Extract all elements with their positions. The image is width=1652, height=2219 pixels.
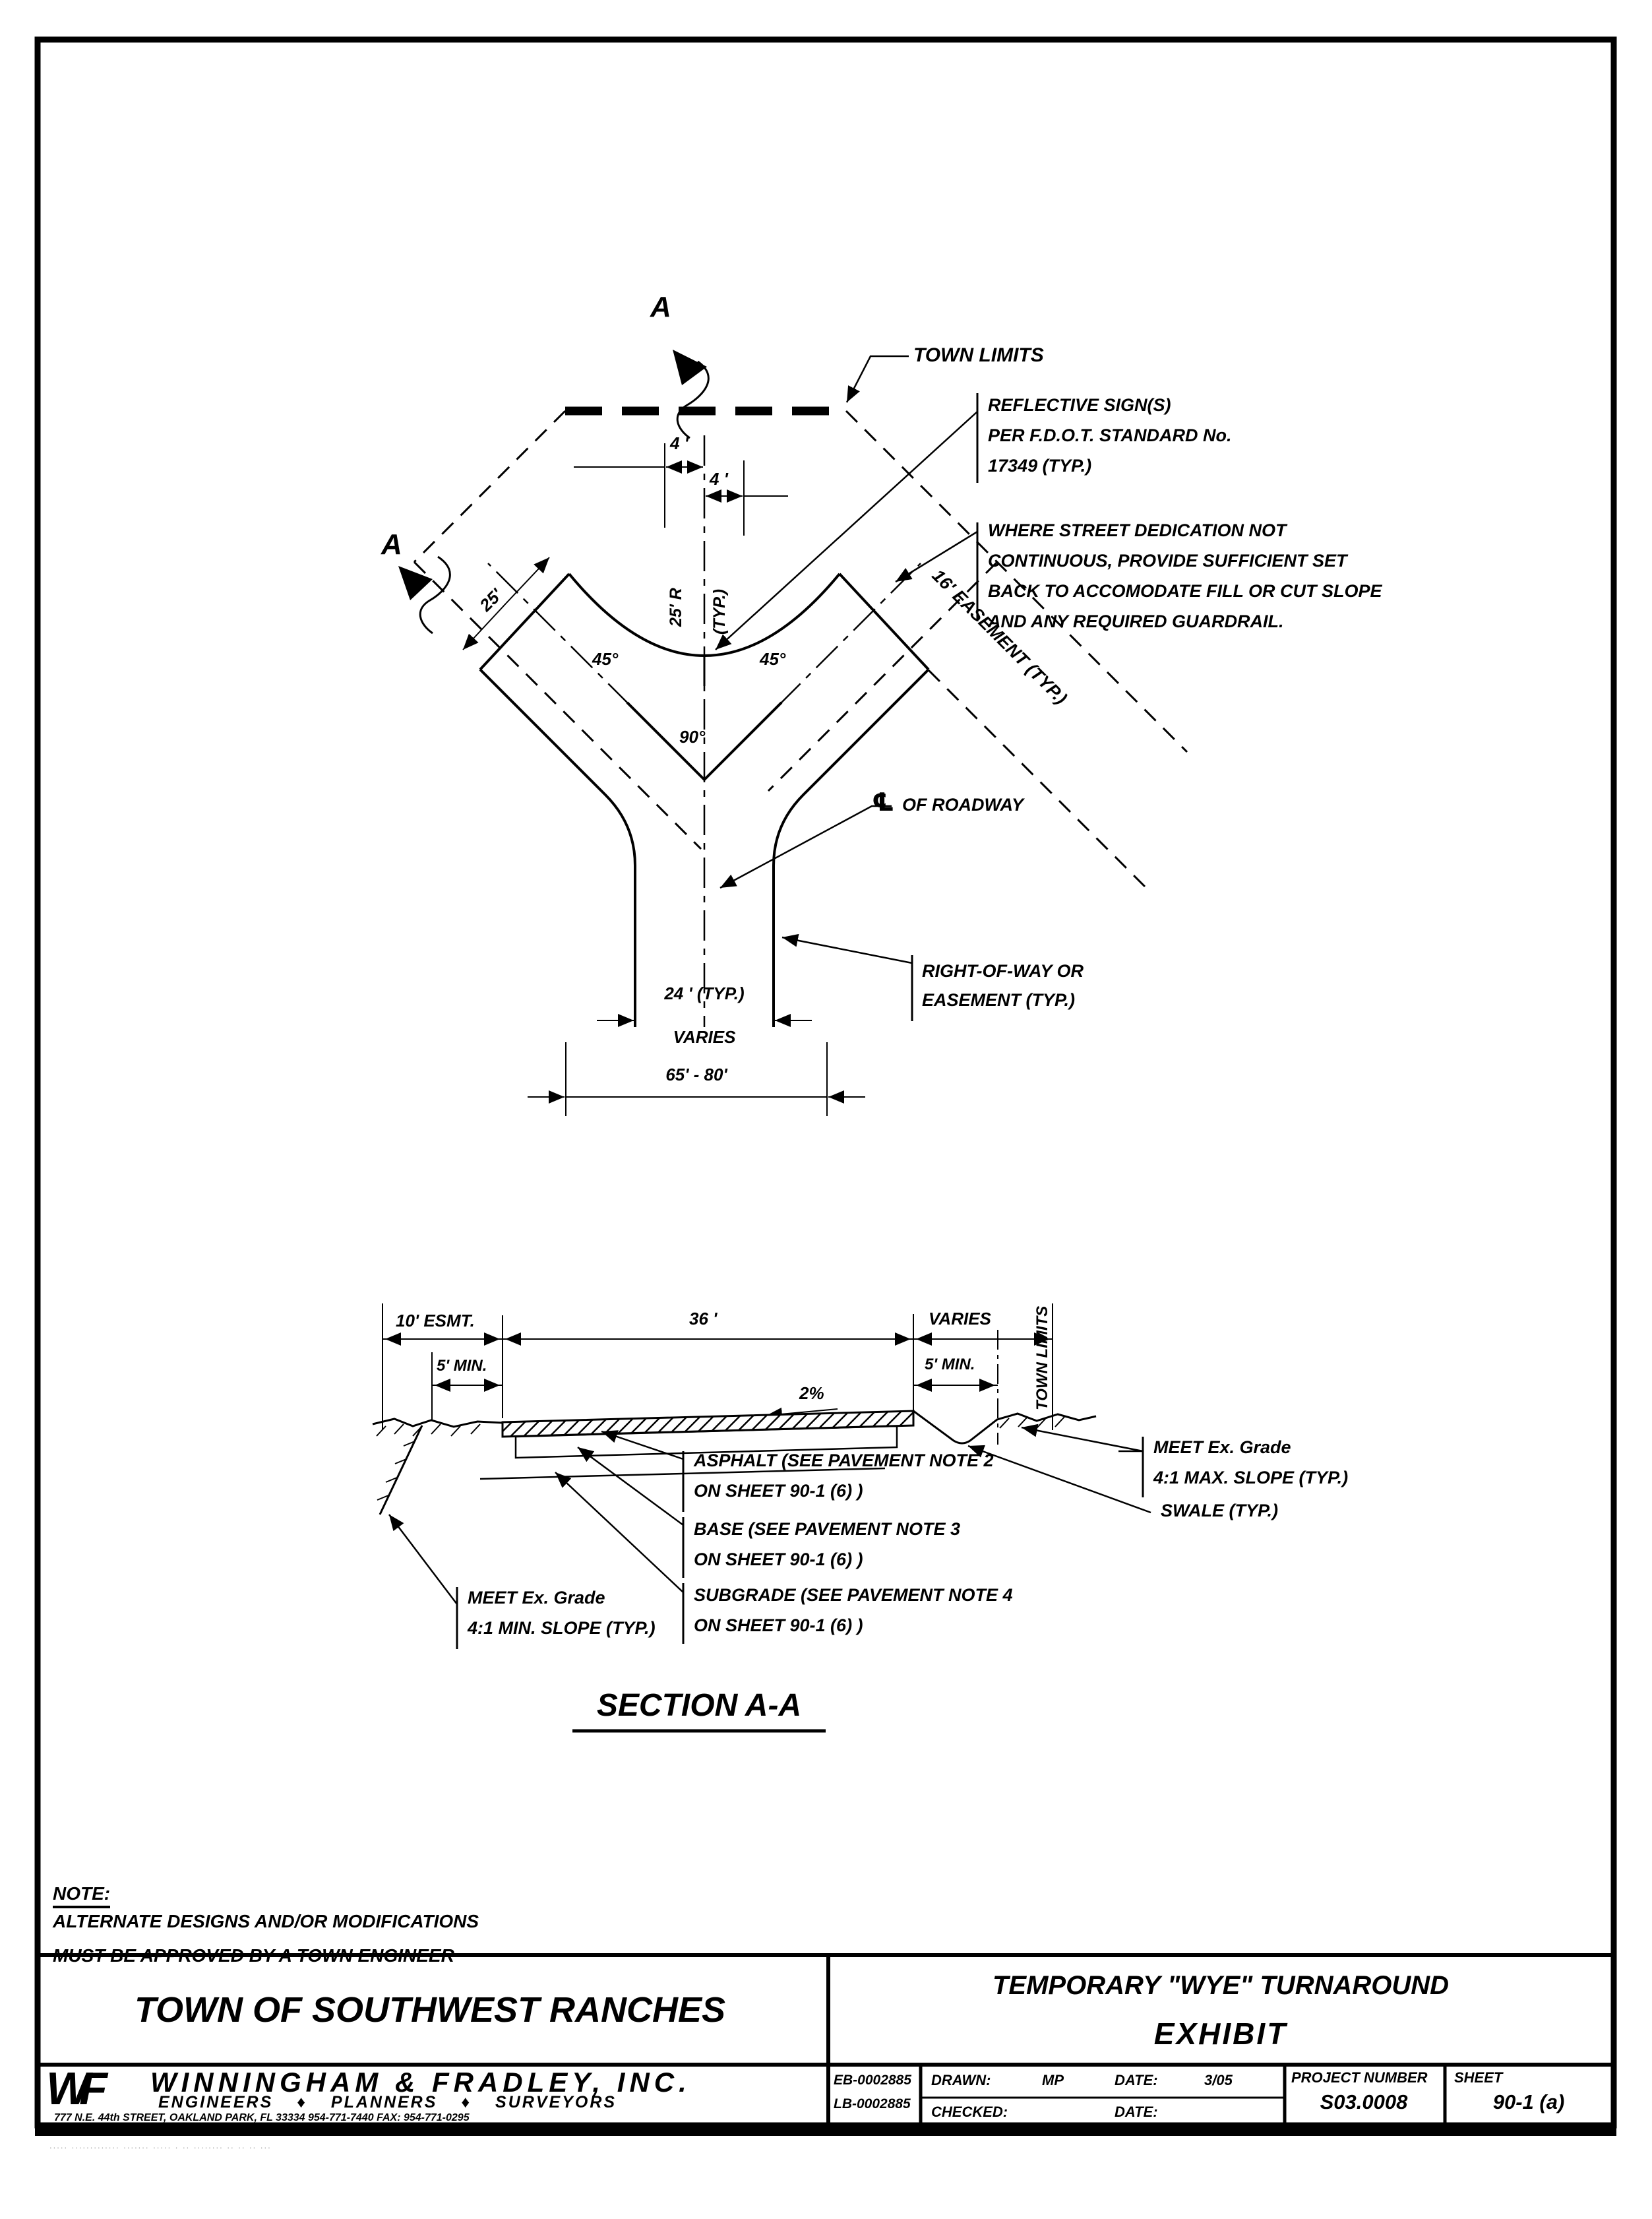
- page-border: [35, 40, 1616, 2136]
- section-town-limits-label: TOWN LIMITS: [1033, 1305, 1051, 1410]
- dim-sign-offset-a: 4 ': [670, 433, 688, 453]
- swale-label: SWALE (TYP.): [1161, 1501, 1279, 1520]
- firm-address: 777 N.E. 44th STREET, OAKLAND PARK, FL 33334 954-771-7440 FAX: 954-771-0295: [54, 2112, 470, 2123]
- reflective-sign-note-line3: 17349 (TYP.): [988, 456, 1092, 476]
- meet-grade-left-line2: 4:1 MIN. SLOPE (TYP.): [468, 1618, 656, 1638]
- note-line1: ALTERNATE DESIGNS AND/OR MODIFICATIONS: [53, 1911, 479, 1931]
- reflective-sign-note-line2: PER F.D.O.T. STANDARD No.: [988, 425, 1232, 445]
- street-dedication-note-line3: BACK TO ACCOMODATE FILL OR CUT SLOPE: [988, 581, 1382, 601]
- subgrade-note-line1: SUBGRADE (SEE PAVEMENT NOTE 4: [694, 1585, 1013, 1605]
- sheet-value: 90-1 (a): [1492, 2090, 1565, 2113]
- town-limits-label: TOWN LIMITS: [913, 344, 1044, 366]
- asphalt-note-line2: ON SHEET 90-1 (6) ): [694, 1481, 863, 1501]
- section-cut-letter-top: A: [650, 291, 671, 323]
- project-number-label: PROJECT NUMBER: [1291, 2069, 1428, 2086]
- dim-angle-right: 45°: [760, 649, 786, 669]
- subgrade-note-line2: ON SHEET 90-1 (6) ): [694, 1615, 863, 1635]
- project-title: TEMPORARY "WYE" TURNAROUND: [992, 1971, 1450, 2000]
- sheet-label: SHEET: [1454, 2069, 1503, 2086]
- dim-stem-width: 24 ' (TYP.): [664, 984, 745, 1003]
- right-of-way-label-line1: RIGHT-OF-WAY OR: [922, 961, 1084, 981]
- section-dim-min-left: 5' MIN.: [437, 1357, 487, 1375]
- section-dim-slope: 2%: [799, 1383, 824, 1403]
- base-note-line1: BASE (SEE PAVEMENT NOTE 3: [694, 1519, 961, 1539]
- base-note-line2: ON SHEET 90-1 (6) ): [694, 1549, 863, 1569]
- section-dim-min-right: 5' MIN.: [925, 1356, 975, 1373]
- license-eb: EB-0002885: [834, 2073, 911, 2088]
- drawn-label: DRAWN:: [931, 2072, 991, 2088]
- license-lb: LB-0002885: [834, 2096, 911, 2111]
- dim-angle-left: 45°: [592, 649, 619, 669]
- checked-date-label: DATE:: [1115, 2104, 1158, 2120]
- plot-stamp: ..... ............. ....... ..... . .. ........ .. .. .. ...: [49, 2141, 272, 2150]
- dim-angle-vertex: 90°: [679, 727, 706, 747]
- meet-grade-right-line1: MEET Ex. Grade: [1153, 1437, 1291, 1457]
- section-cut-letter-left: A: [381, 528, 402, 561]
- note-heading: NOTE:: [53, 1884, 110, 1908]
- date-value: 3/05: [1204, 2072, 1233, 2088]
- dim-overall-width: 65' - 80': [665, 1065, 727, 1084]
- street-dedication-note-line1: WHERE STREET DEDICATION NOT: [988, 520, 1287, 540]
- asphalt-note-line1: ASPHALT (SEE PAVEMENT NOTE 2: [694, 1451, 994, 1470]
- project-number-value: S03.0008: [1320, 2090, 1408, 2113]
- dim-stem-width-note: VARIES: [673, 1027, 736, 1047]
- section-dim-span: 36 ': [689, 1309, 718, 1328]
- dim-radius-note: (TYP.): [710, 589, 729, 635]
- firm-name: WINNINGHAM & FRADLEY, INC.: [150, 2067, 691, 2098]
- drawn-value: MP: [1042, 2072, 1064, 2088]
- section-title: SECTION A-A: [596, 1688, 802, 1723]
- right-of-way-label-line2: EASEMENT (TYP.): [922, 990, 1076, 1010]
- dim-branch-width: 25': [475, 584, 506, 615]
- centerline-of-roadway-label: OF ROADWAY: [902, 795, 1024, 815]
- checked-label: CHECKED:: [931, 2104, 1008, 2120]
- dim-sign-offset-b: 4 ': [710, 469, 728, 489]
- date-label: DATE:: [1115, 2072, 1158, 2088]
- town-title: TOWN OF SOUTHWEST RANCHES: [135, 1990, 725, 2030]
- centerline-symbol: ℄: [872, 788, 895, 817]
- project-subtitle: EXHIBIT: [1153, 2016, 1288, 2051]
- street-dedication-note-line4: AND ANY REQUIRED GUARDRAIL.: [988, 611, 1284, 631]
- firm-tagline: ENGINEERS ♦ PLANNERS ♦ SURVEYORS: [158, 2093, 617, 2111]
- reflective-sign-note-line1: REFLECTIVE SIGN(S): [988, 395, 1171, 415]
- section-dim-varies: VARIES: [929, 1309, 991, 1328]
- street-dedication-note-line2: CONTINUOUS, PROVIDE SUFFICIENT SET: [988, 551, 1347, 571]
- dim-radius: 25' R: [667, 588, 685, 627]
- section-dim-esmt: 10' ESMT.: [396, 1311, 475, 1330]
- meet-grade-left-line1: MEET Ex. Grade: [468, 1588, 605, 1608]
- note-line2: MUST BE APPROVED BY A TOWN ENGINEER: [53, 1945, 454, 1966]
- meet-grade-right-line2: 4:1 MAX. SLOPE (TYP.): [1153, 1468, 1349, 1487]
- easement-diagonal-label: 16' EASEMENT (TYP.): [928, 565, 1071, 708]
- firm-logo: WF: [46, 2063, 97, 2114]
